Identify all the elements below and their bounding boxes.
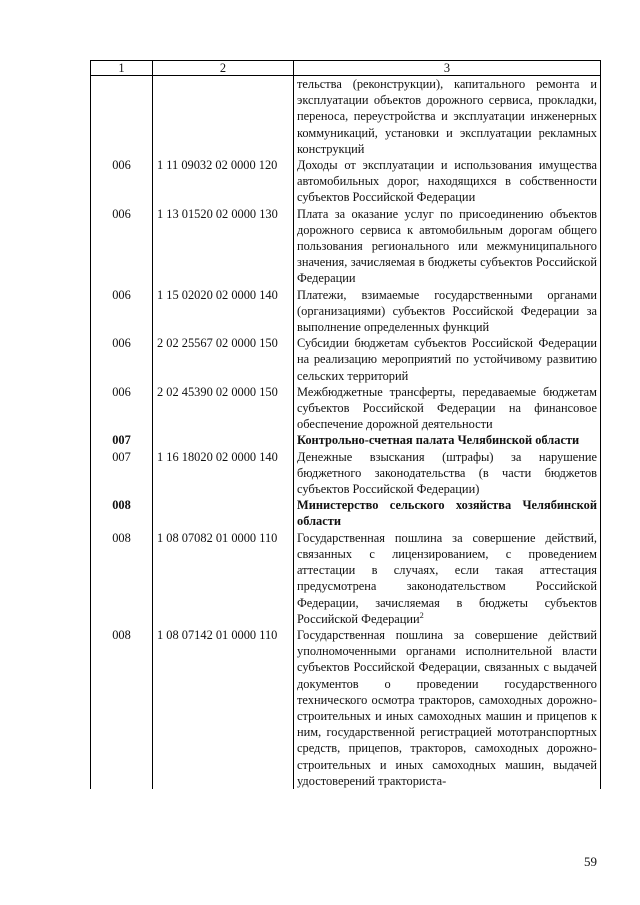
revenue-code-cell: 1 08 07142 01 0000 110 <box>153 627 294 789</box>
table-body <box>91 76 601 789</box>
admin-code-cell: 007 <box>91 449 153 498</box>
table-header-row <box>91 61 601 76</box>
admin-code-cell: 007 <box>91 432 153 448</box>
page-number: 59 <box>584 854 597 869</box>
admin-code-cell: 008 <box>91 497 153 529</box>
revenue-code-cell <box>153 432 294 448</box>
revenue-code-cell <box>153 76 294 158</box>
revenue-code-cell: 1 16 18020 02 0000 140 <box>153 449 294 498</box>
header-col-1: 1 <box>91 61 153 76</box>
description-cell: Плата за оказание услуг по присоединению объектов дорожного сервиса к автомобильным дорогам общего пользования регионального или межмуниципального значения, зачисляемая в бюджеты субъектов Российской Федерации <box>294 206 601 287</box>
admin-code-cell: 008 <box>91 627 153 789</box>
description-cell: Субсидии бюджетам субъектов Российской Федерации на реализацию мероприятий по устойчивому развитию сельских территорий <box>294 335 601 384</box>
table-row <box>91 76 601 158</box>
description-cell: тельства (реконструкции), капитального ремонта и эксплуатации объектов дорожного сервиса, прокладки, переноса, переустройства и эксплуатации инженерных коммуникаций, установки и эксплуатации рекламных конструкций <box>294 76 601 158</box>
revenue-code-cell: 2 02 25567 02 0000 150 <box>153 335 294 384</box>
table-row <box>91 335 601 384</box>
description-cell: Доходы от эксплуатации и использования имущества автомобильных дорог, находящихся в собственности субъектов Российской Федерации <box>294 157 601 206</box>
description-cell: Государственная пошлина за совершение действий уполномоченными органами исполнительной власти субъектов Российской Федерации, связанных с выдачей документов о проведении государственного технического осмотра тракторов, самоходных дорожно-строительных и иных самоходных машин и прицепов к ним, государственной регистрацией мототранспортных средств, прицепов, тракторов, самоходных дорожно-строительных и иных самоходных машин, выдачей удостоверений тракториста- <box>294 627 601 789</box>
table-row <box>91 384 601 433</box>
table-row <box>91 449 601 498</box>
table-section-row <box>91 432 601 448</box>
description-cell: Денежные взыскания (штрафы) за нарушение бюджетного законодательства (в части бюджетов субъектов Российской Федерации) <box>294 449 601 498</box>
admin-code-cell: 006 <box>91 287 153 336</box>
table-section-row <box>91 497 601 529</box>
table-row <box>91 287 601 336</box>
description-cell: Министерство сельского хозяйства Челябинской области <box>294 497 601 529</box>
revenue-code-cell: 1 11 09032 02 0000 120 <box>153 157 294 206</box>
header-col-2: 2 <box>153 61 294 76</box>
admin-code-cell: 006 <box>91 206 153 287</box>
table-row <box>91 627 601 789</box>
header-col-3: 3 <box>294 61 601 76</box>
footnote-marker: 2 <box>419 610 424 620</box>
revenue-code-cell: 1 08 07082 01 0000 110 <box>153 530 294 627</box>
admin-code-cell: 006 <box>91 335 153 384</box>
admin-code-cell: 006 <box>91 384 153 433</box>
description-cell: Государственная пошлина за совершение действий, связанных с лицензированием, с проведением аттестации в случаях, если такая аттестация предусмотрена законодательством Российской Федерации, зачисляемая в бюджеты субъектов Российской Федерации$^2$ <box>294 530 601 627</box>
revenue-codes-table <box>90 60 601 789</box>
revenue-code-cell: 1 13 01520 02 0000 130 <box>153 206 294 287</box>
admin-code-cell: 008 <box>91 530 153 627</box>
description-cell: Контрольно-счетная палата Челябинской области <box>294 432 601 448</box>
table-row <box>91 157 601 206</box>
description-cell: Межбюджетные трансферты, передаваемые бюджетам субъектов Российской Федерации на финансовое обеспечение дорожной деятельности <box>294 384 601 433</box>
description-cell: Платежи, взимаемые государственными органами (организациями) субъектов Российской Федерации за выполнение определенных функций <box>294 287 601 336</box>
revenue-code-cell <box>153 497 294 529</box>
admin-code-cell: 006 <box>91 157 153 206</box>
revenue-code-cell: 1 15 02020 02 0000 140 <box>153 287 294 336</box>
table-row <box>91 206 601 287</box>
table-row <box>91 530 601 627</box>
revenue-code-cell: 2 02 45390 02 0000 150 <box>153 384 294 433</box>
admin-code-cell <box>91 76 153 158</box>
